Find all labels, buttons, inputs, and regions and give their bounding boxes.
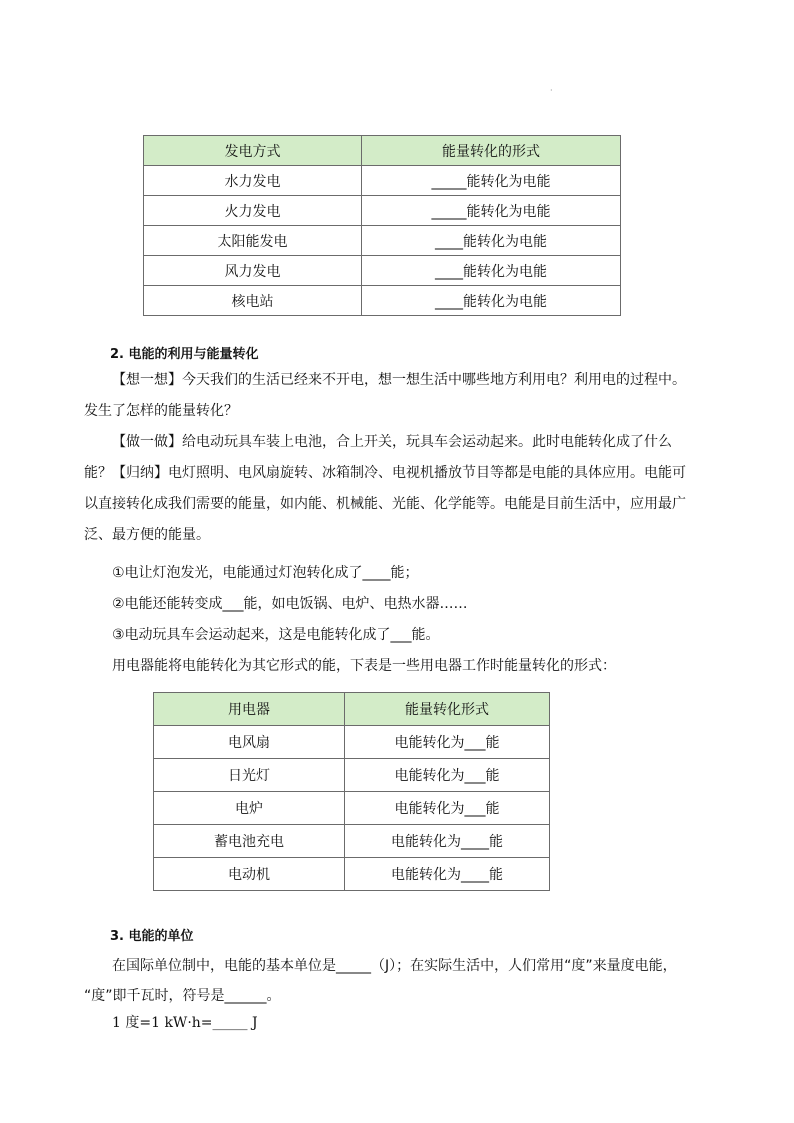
column-header: 能量转化形式: [345, 693, 550, 726]
table-cell: 电能转化为___能: [345, 759, 550, 792]
table-cell: 核电站: [144, 286, 362, 316]
section-heading: 3. 电能的单位: [110, 929, 194, 944]
list-item: ②电能还能转变成___能，如电饭锅、电炉、电热水器……: [112, 596, 468, 612]
table-cell: 电能转化为____能: [345, 825, 550, 858]
table-cell: 电炉: [154, 792, 345, 825]
table-row: [144, 166, 621, 196]
table-row: [154, 792, 550, 825]
table-intro-text: 用电器能将电能转化为其它形式的能，下表是一些用电器工作时能量转化的形式：: [112, 658, 616, 674]
table-cell: 电能转化为___能: [345, 726, 550, 759]
table-cell: 太阳能发电: [144, 226, 362, 256]
table-row: [144, 226, 621, 256]
table-row: [154, 825, 550, 858]
table-row: [154, 759, 550, 792]
table-cell: 电动机: [154, 858, 345, 891]
table-cell: _____能转化为电能: [362, 166, 621, 196]
table-cell: ____能转化为电能: [362, 286, 621, 316]
column-header: 发电方式: [144, 136, 362, 166]
table-cell: 水力发电: [144, 166, 362, 196]
column-header: 用电器: [154, 693, 345, 726]
table-cell: ____能转化为电能: [362, 226, 621, 256]
column-header: 能量转化的形式: [362, 136, 621, 166]
table-cell: 蓄电池充电: [154, 825, 345, 858]
table-cell: 风力发电: [144, 256, 362, 286]
unit-formula: 1 度=1 kW·h=_____ J: [112, 1015, 258, 1031]
table-row: [154, 858, 550, 891]
table-cell: 火力发电: [144, 196, 362, 226]
think-paragraph: 【想一想】今天我们的生活已经来不开电，想一想生活中哪些地方利用电？利用电的过程中。发生了怎样的能量转化？: [84, 372, 686, 419]
do-paragraph: 【做一做】给电动玩具车装上电池，合上开关，玩具车会运动起来。此时电能转化成了什么能？: [84, 434, 672, 481]
table-row: [144, 196, 621, 226]
table-cell: 电能转化为___能: [345, 792, 550, 825]
table-row: [154, 726, 550, 759]
table-cell: 电能转化为____能: [345, 858, 550, 891]
unit-paragraph: 在国际单位制中，电能的基本单位是_____（J）；在实际生活中，人们常用“度”来量度电能，: [112, 958, 677, 974]
summary-paragraph: 【归纳】电灯照明、电风扇旋转、冰箱制冷、电视机播放节目等都是电能的具体应用。电能可以直接转化成我们需要的能量，如内能、机械能、光能、化学能等。电能是目前生活中，应用最广泛、最方便的能量。: [84, 465, 686, 543]
appliance-table: [153, 692, 550, 891]
table-row: [144, 286, 621, 316]
table-header-row: [144, 136, 621, 166]
table-cell: 电风扇: [154, 726, 345, 759]
power-generation-table: [143, 135, 621, 316]
page-mark: ·: [550, 86, 553, 95]
unit-paragraph-continued: “度”即千瓦时，符号是______。: [84, 988, 281, 1004]
table-cell: _____能转化为电能: [362, 196, 621, 226]
list-item: ③电动玩具车会运动起来，这是电能转化成了___能。: [112, 627, 440, 643]
section-heading: 2. 电能的利用与能量转化: [110, 347, 259, 362]
list-item: ①电让灯泡发光，电能通过灯泡转化成了____能；: [112, 565, 419, 581]
table-header-row: [154, 693, 550, 726]
table-cell: 日光灯: [154, 759, 345, 792]
table-cell: ____能转化为电能: [362, 256, 621, 286]
table-row: [144, 256, 621, 286]
